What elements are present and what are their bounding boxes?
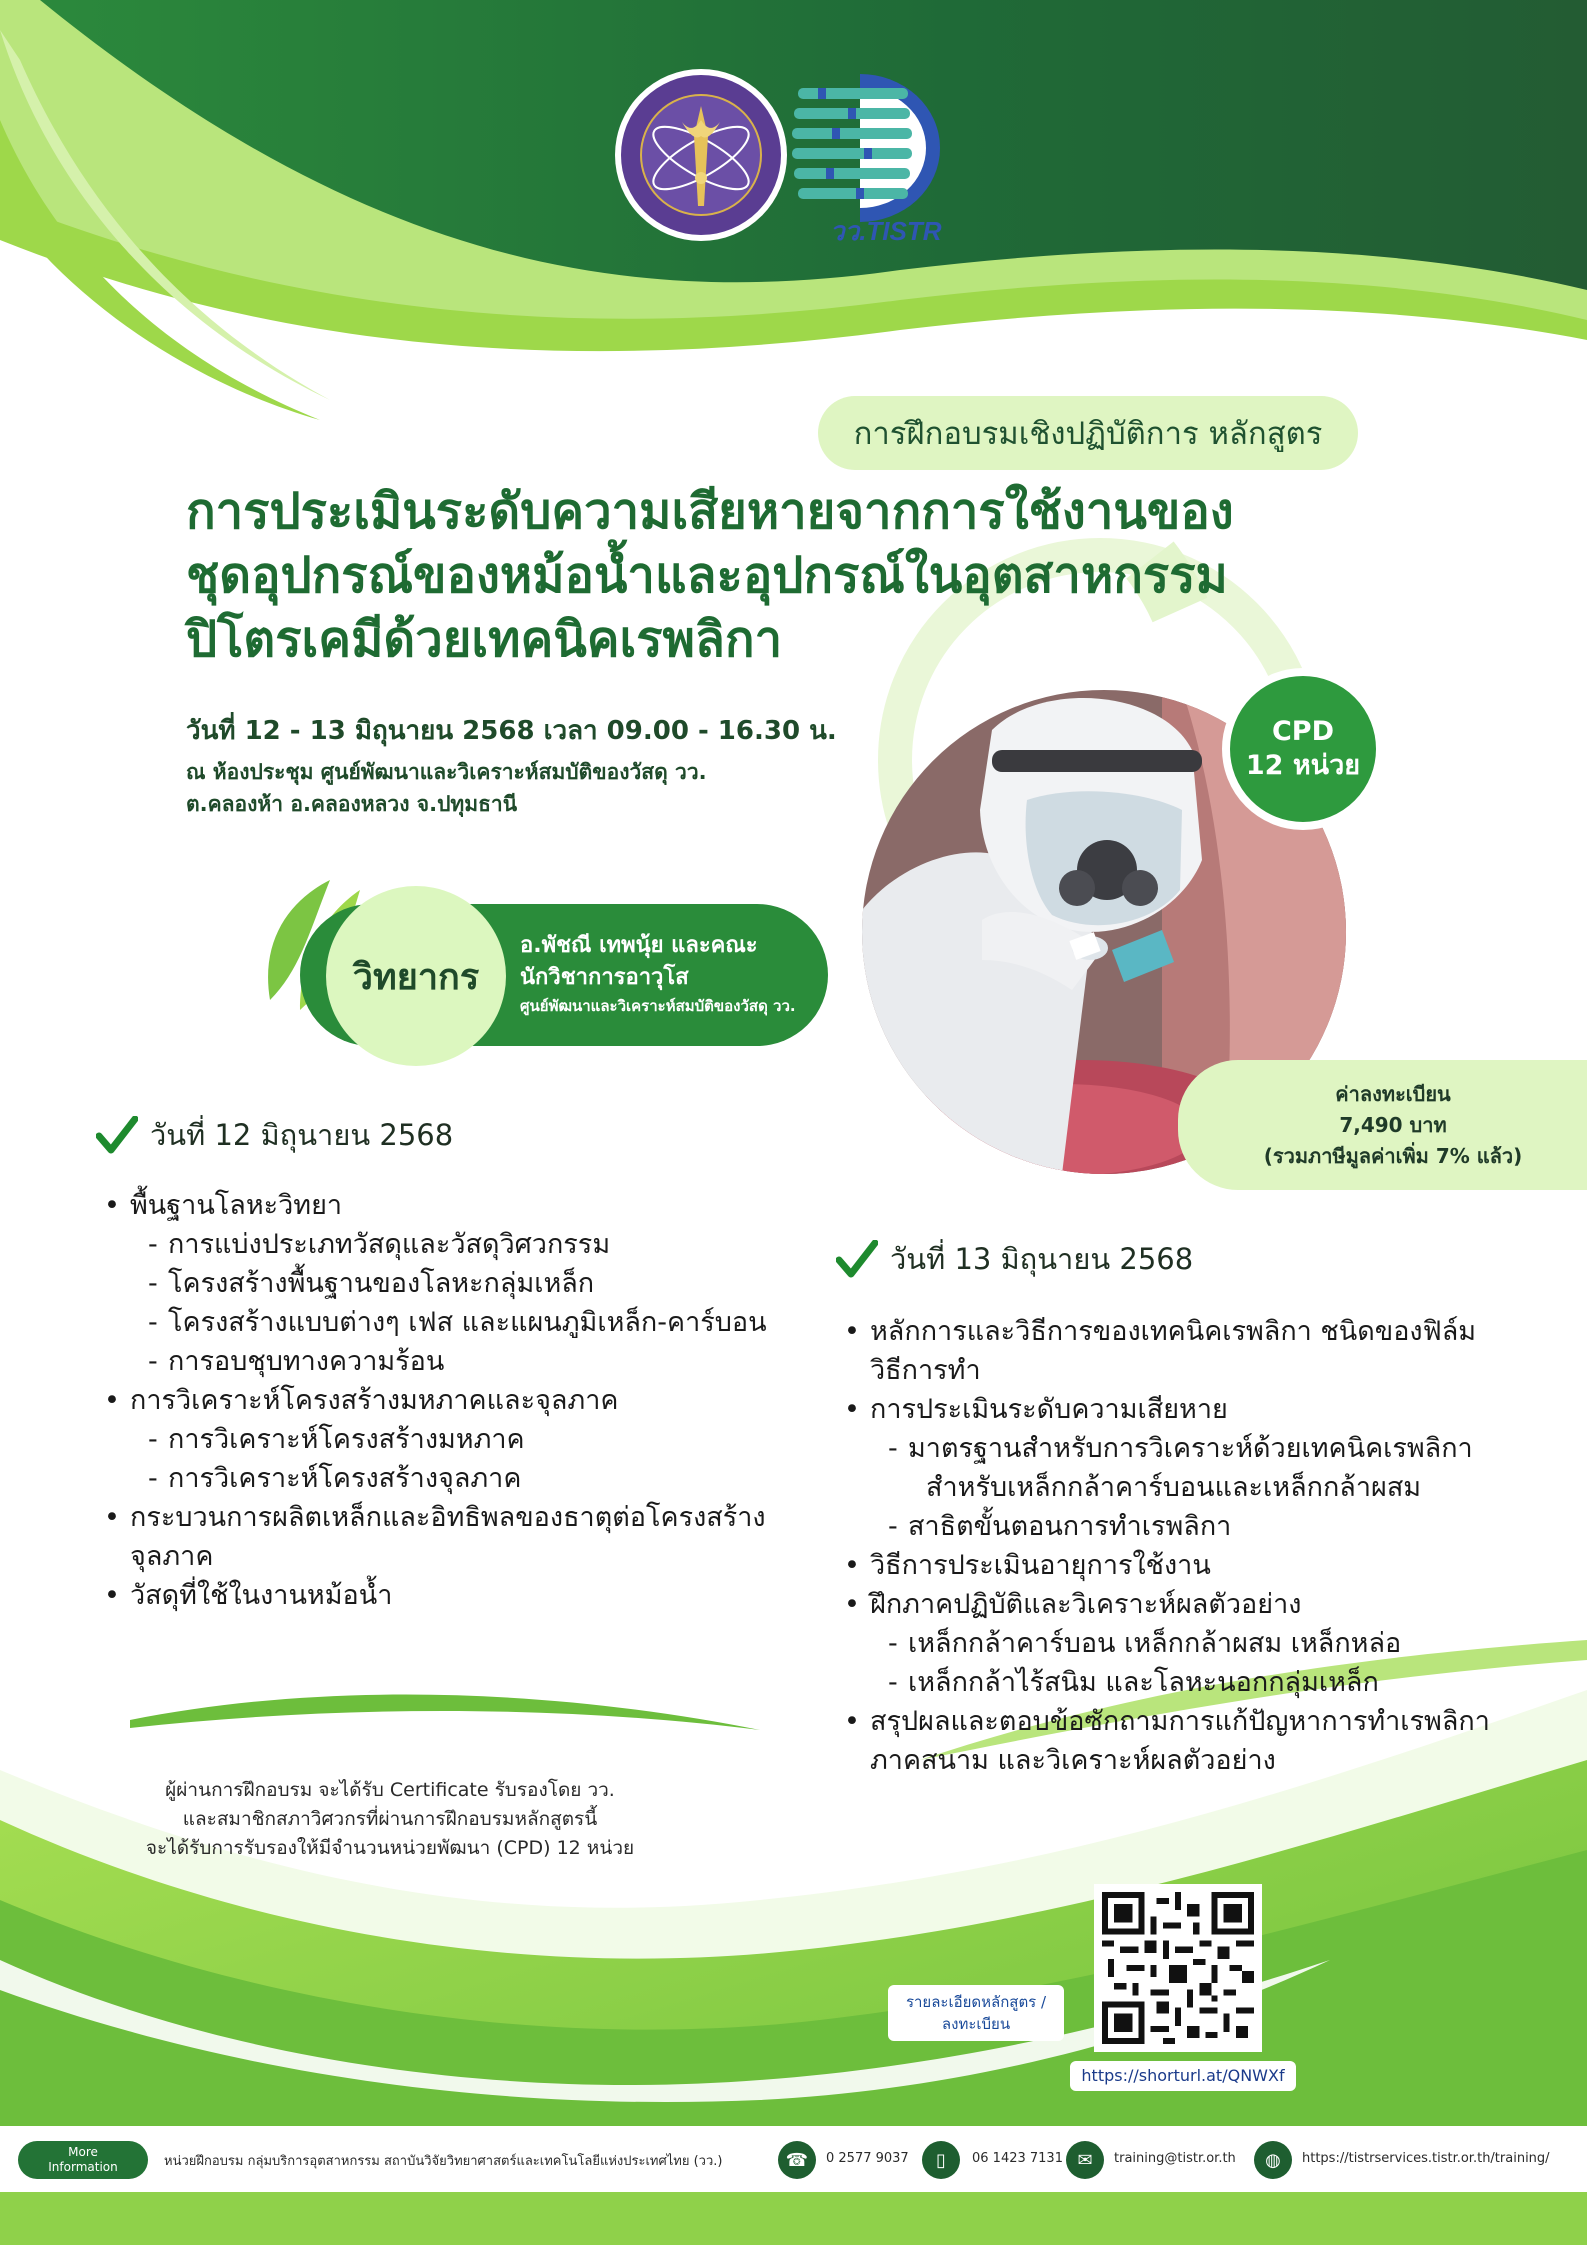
qr-caption-line: ลงทะเบียน (941, 2015, 1011, 2033)
speaker-title: นักวิชาการอาวุโส (520, 965, 689, 990)
list-item: สำหรับเหล็กกล้าคาร์บอนและเหล็กกล้าผสม (926, 1472, 1422, 1503)
course-title (186, 480, 1436, 672)
list-item: - มาตรฐานสำหรับการวิเคราะห์ด้วยเทคนิคเรพลิกา (842, 1429, 1542, 1468)
speaker-name: อ.พัชณี เทพนุ้ย และคณะ (520, 933, 758, 958)
list-item: • การวิเคราะห์โครงสร้างมหภาคและจุลภาค (102, 1381, 802, 1420)
day1-date: วันที่ 12 มิถุนายน 2568 (150, 1118, 454, 1152)
email-address[interactable]: training@tistr.or.th (1114, 2151, 1236, 2166)
certificate-line: จะได้รับการรับรองให้มีจำนวนหน่วยพัฒนา (CPD) 12 หน่วย (145, 1837, 635, 1859)
list-item: • วัสดุที่ใช้ในงานหม้อน้ำ (102, 1576, 802, 1615)
list-item: • สรุปผลและตอบข้อซักถามการแก้ปัญหาการทำเรพลิกา (842, 1702, 1542, 1741)
fee-note: (รวมภาษีมูลค่าเพิ่ม 7% แล้ว) (1263, 1143, 1523, 1168)
list-item: - การวิเคราะห์โครงสร้างจุลภาค (102, 1459, 802, 1498)
list-item: • วิธีการประเมินอายุการใช้งาน (842, 1546, 1542, 1585)
speaker-org: ศูนย์พัฒนาและวิเคราะห์สมบัติของวัสดุ วว. (520, 997, 796, 1015)
day1-topics (102, 1186, 802, 1615)
registration-fee (1178, 1060, 1587, 1190)
list-item: ภาคสนาม และวิเคราะห์ผลตัวอย่าง (870, 1745, 1276, 1776)
more-info-line: Information (48, 2160, 118, 2174)
phone-number[interactable]: 0 2577 9037 (826, 2151, 909, 2166)
footer-organization: หน่วยฝึกอบรม กลุ่มบริการอุตสาหกรรม สถาบันวิจัยวิทยาศาสตร์และเทคโนโลยีแห่งประเทศไทย (วว.) (164, 2154, 723, 2169)
day2-topics (842, 1312, 1542, 1780)
website-link[interactable]: https://tistrservices.tistr.or.th/training/ (1302, 2151, 1550, 2166)
venue-line: ต.คลองห้า อ.คลองหลวง จ.ปทุมธานี (186, 792, 518, 816)
cpd-units: 12 หน่วย (1245, 750, 1361, 781)
certificate-note (120, 1776, 660, 1863)
day2-heading (836, 1236, 1193, 1282)
cpd-label: CPD (1271, 716, 1334, 747)
venue-line: ณ ห้องประชุม ศูนย์พัฒนาและวิเคราะห์สมบัติของวัสดุ วว. (186, 760, 707, 784)
list-item: - การอบชุบทางความร้อน (102, 1342, 802, 1381)
phone-icon: ☎ (778, 2141, 816, 2179)
list-item: - สาธิตขั้นตอนการทำเรพลิกา (842, 1507, 1542, 1546)
list-item: • การประเมินระดับความเสียหาย (842, 1390, 1542, 1429)
more-info-badge (18, 2141, 148, 2179)
program-label: การฝึกอบรมเชิงปฏิบัติการ หลักสูตร (818, 396, 1358, 470)
list-item: - เหล็กกล้าไร้สนิม และโลหะนอกกลุ่มเหล็ก (842, 1663, 1542, 1702)
fee-amount: 7,490 บาท (1339, 1112, 1447, 1137)
check-icon (836, 1240, 878, 1278)
registration-qr-code[interactable] (1094, 1884, 1262, 2052)
certificate-line: และสมาชิกสภาวิศวกรที่ผ่านการฝึกอบรมหลักสูตรนี้ (182, 1808, 598, 1830)
check-icon (96, 1116, 138, 1154)
title-line: ชุดอุปกรณ์ของหม้อน้ำและอุปกรณ์ในอุตสาหกรรม (186, 547, 1228, 604)
footer-strip (0, 2192, 1587, 2245)
tistr-logo (790, 66, 1000, 246)
certificate-line: ผู้ผ่านการฝึกอบรม จะได้รับ Certificate รับรองโดย วว. (165, 1779, 615, 1801)
qr-caption-line: รายละเอียดหลักสูตร / (905, 1993, 1047, 2011)
speaker-details (520, 930, 796, 1018)
list-item: - การวิเคราะห์โครงสร้างมหภาค (102, 1420, 802, 1459)
list-item: • กระบวนการผลิตเหล็กและอิทธิพลของธาตุต่อโครงสร้าง (102, 1498, 802, 1537)
email-icon: ✉ (1066, 2141, 1104, 2179)
mobile-icon: ▯ (922, 2141, 960, 2179)
qr-code-icon (1102, 1892, 1254, 2044)
list-item: จุลภาค (130, 1541, 214, 1572)
title-line: การประเมินระดับความเสียหายจากการใช้งานของ (186, 483, 1234, 540)
list-item: - การแบ่งประเภทวัสดุและวัสดุวิศวกรรม (102, 1225, 802, 1264)
list-item: - เหล็กกล้าคาร์บอน เหล็กกล้าผสม เหล็กหล่อ (842, 1624, 1542, 1663)
venue (186, 756, 707, 820)
globe-icon: ◍ (1254, 2141, 1292, 2179)
registration-link[interactable]: https://shorturl.at/QNWXf (1070, 2061, 1296, 2091)
list-item: - โครงสร้างพื้นฐานของโลหะกลุ่มเหล็ก (102, 1264, 802, 1303)
list-item: • หลักการและวิธีการของเทคนิคเรพลิกา ชนิดของฟิล์ม (842, 1312, 1542, 1351)
tistr-wordmark: วว.TISTR (830, 216, 942, 246)
ministry-logo (612, 66, 790, 244)
list-item: วิธีการทำ (870, 1355, 981, 1386)
list-item: • ฝึกภาคปฏิบัติและวิเคราะห์ผลตัวอย่าง (842, 1585, 1542, 1624)
mobile-number[interactable]: 06 1423 7131 (972, 2151, 1063, 2166)
day1-heading (96, 1112, 453, 1158)
speaker-label: วิทยากร (326, 886, 506, 1066)
qr-caption (888, 1985, 1064, 2041)
fee-label: ค่าลงทะเบียน (1335, 1081, 1451, 1106)
day2-date: วันที่ 13 มิถุนายน 2568 (890, 1242, 1194, 1276)
list-item: • พื้นฐานโลหะวิทยา (102, 1186, 802, 1225)
more-info-line: More (68, 2145, 98, 2159)
cpd-badge (1222, 668, 1384, 830)
date-time: วันที่ 12 - 13 มิถุนายน 2568 เวลา 09.00 - 16.30 น. (186, 716, 837, 746)
list-item: - โครงสร้างแบบต่างๆ เฟส และแผนภูมิเหล็ก-คาร์บอน (102, 1303, 802, 1342)
title-line: ปิโตรเคมีด้วยเทคนิคเรพลิกา (186, 611, 783, 668)
